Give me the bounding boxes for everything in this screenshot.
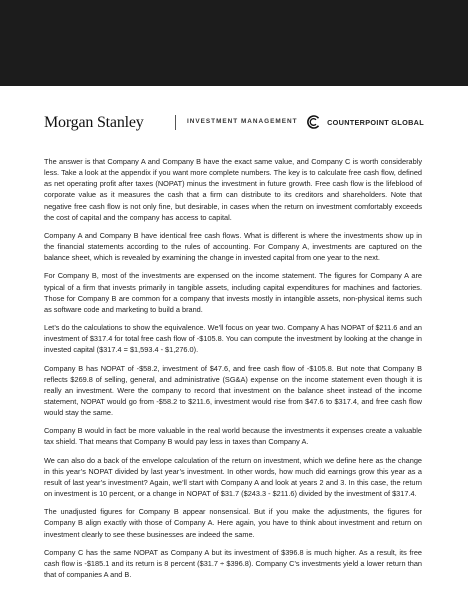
morgan-stanley-logo: Morgan Stanley	[44, 114, 144, 131]
paragraph: We can also do a back of the envelope calculation of the return on investment, which we define here as the change in this year’s NOPAT divided by last year’s investment. In other words, how much did earnings grow this year as a result of last year’s investment? Again, we’ll start with Company A and look at years 2 and 3. In this case, the return on investment is 10 percent, or a change in NOPAT of $31.7 ($243.3 - $211.6) divided by the investment of $317.4.	[44, 455, 422, 499]
paragraph: Company C has the same NOPAT as Company A but its investment of $396.8 is much higher. As a result, its free cash flow is -$185.1 and its return is 8 percent ($31.7 ÷ $396.8). Company C’s investments yield a lower return than that of companies A and B.	[44, 547, 422, 579]
counterpoint-global-brand	[305, 115, 424, 129]
paragraph: Company A and Company B have identical free cash flows. What is different is where the investments show up in the financial statements according to the rules of accounting. For Company A, investments are captured on the balance sheet, which is revealed by examining the change in invested capital from one year to the next.	[44, 230, 422, 263]
document-page	[0, 86, 468, 600]
header-divider	[175, 115, 176, 130]
top-dark-band	[0, 0, 468, 86]
paragraph: The unadjusted figures for Company B appear nonsensical. But if you make the adjustments, the figures for Company B align exactly with those of Company A. Here again, you have to think about investment and return on investment clearly to see these businesses are indeed the same.	[44, 507, 422, 539]
counterpoint-c-logo-icon	[305, 115, 323, 129]
body-text	[44, 156, 422, 587]
paragraph: For Company B, most of the investments are expensed on the income statement. The figures for Company A are typical of a firm that invests primarily in tangible assets, including capital expenditures for machines and factories. Those for Company B are common for a company that invests mostly in intangible assets, non-physical items such as software code and marketing to build a brand.	[44, 271, 422, 314]
paragraph: The answer is that Company A and Company B have the exact same value, and Company C is worth considerably less. Take a look at the appendix if you want more complete numbers. The key is to calculate free cash flow, defined as net operating profit after taxes (NOPAT) minus the investment in future growth. Free cash flow is the lifeblood of corporate value as it measures the cash that a firm can distribute to its creditors and shareholders. Note that negative free cash flow is not only fine, but desirable, in cases when the return on investment comfortably exceeds the cost of capital and the company has access to capital.	[44, 157, 422, 222]
paragraph: Let’s do the calculations to show the equivalence. We’ll focus on year two. Company A has NOPAT of $211.6 and an investment of $317.4 for total free cash flow of -$105.8. You can compute the investment by looking at the change in invested capital ($317.4 = $1,593.4 - $1,276.0).	[44, 323, 422, 355]
division-label: INVESTMENT MANAGEMENT	[187, 118, 298, 125]
paragraph: Company B would in fact be more valuable in the real world because the investments it expenses create a valuable tax shield. That means that Company B would pay less in taxes than Company A.	[44, 426, 422, 447]
paragraph: Company B has NOPAT of -$58.2, investment of $47.6, and free cash flow of -$105.8. But note that Company B reflects $269.8 of selling, general, and administrative (SG&A) expense on the income statement even though it is really an investment. Were the company to record that investment on the balance sheet instead of the income statement, NOPAT would go from -$58.2 to $211.6, investment would rise from $47.6 to $317.4, and free cash flow would stay the same.	[44, 363, 422, 418]
page-header	[44, 114, 424, 134]
partner-label: COUNTERPOINT GLOBAL	[327, 117, 424, 127]
